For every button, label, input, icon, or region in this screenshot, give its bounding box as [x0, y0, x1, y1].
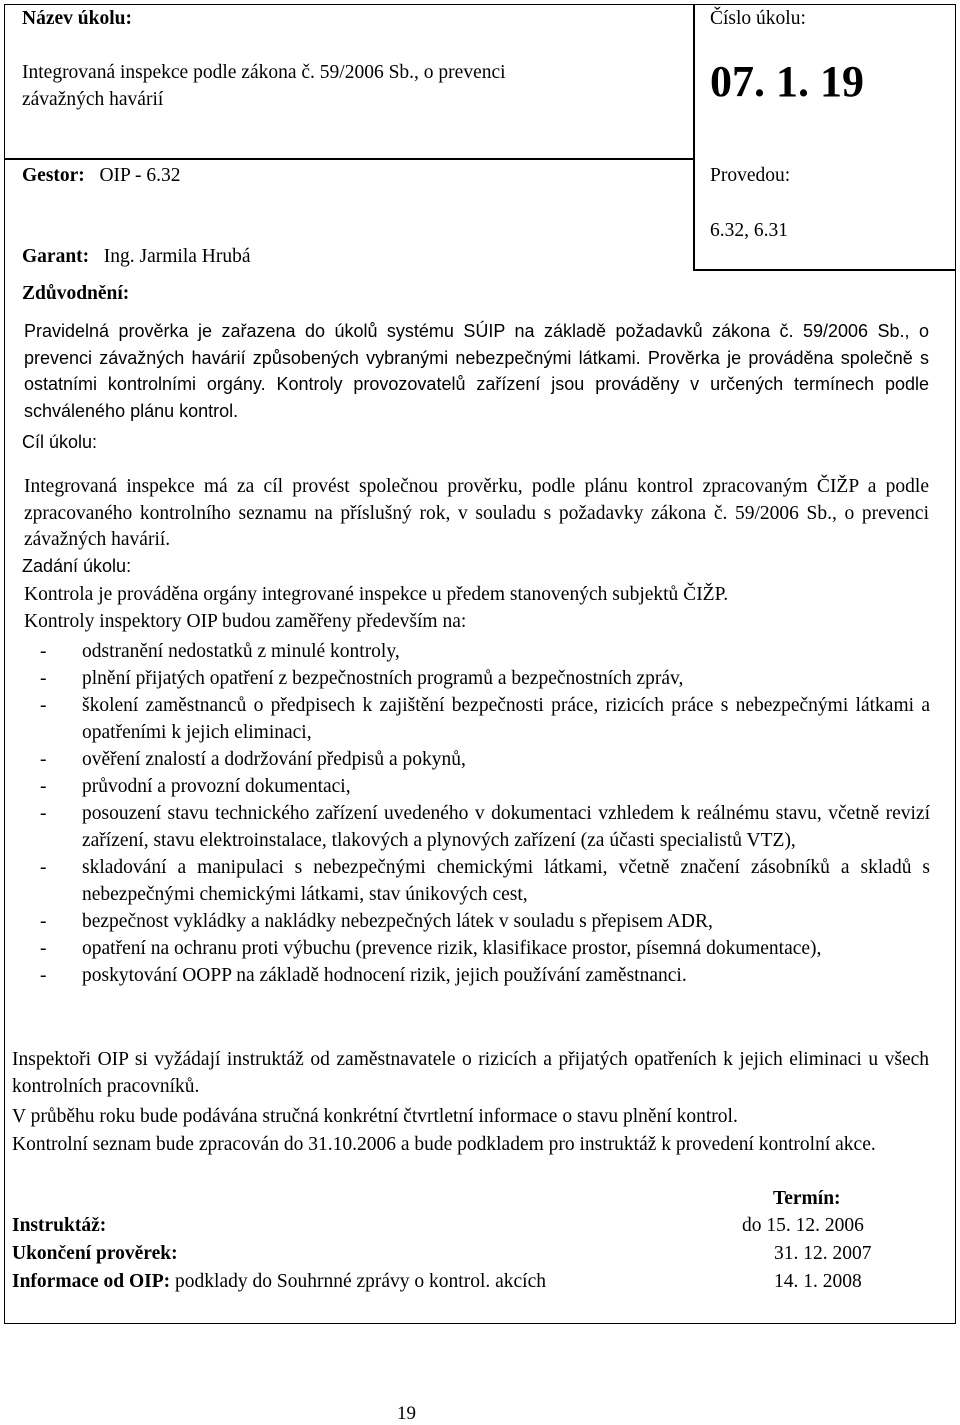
list-item-text: posouzení stavu technického zařízení uvedeného v dokumentaci vzhledem k reálnému stavu, včetně revizí zařízení, stavu elektroinstalace, tlakových a plynových zařízení (za účasti specialistů VTZ),	[82, 803, 930, 851]
zduvodneni-text: Pravidelná prověrka je zařazena do úkolů systému SÚIP na základě požadavků zákona č. 59/2006 Sb., o prevenci závažných havárií způsobených vybranými nebezpečnými látkami. Prověrka je prováděna společně s ostatními kontrolními orgány. Kontroly provozovatelů zařízení jsou prováděny v určených termínech podle schváleného plánu kontrol.	[24, 321, 929, 421]
list-dash: -	[40, 749, 47, 770]
list-dash: -	[40, 641, 47, 662]
closing-paragraph-3: Kontrolní seznam bude zpracován do 31.10.2006 a bude podkladem pro instruktáž k provedení kontrolní akce.	[12, 1134, 876, 1155]
ukonceni-date: 31. 12. 2007	[774, 1243, 872, 1264]
gestor-row	[22, 165, 181, 187]
list-item-text: průvodní a provozní dokumentaci,	[82, 776, 351, 797]
garant-label: Garant:	[22, 246, 90, 267]
informace-date: 14. 1. 2008	[774, 1271, 862, 1292]
garant-value: Ing. Jarmila Hrubá	[103, 246, 251, 267]
informace-row	[12, 1271, 546, 1293]
task-name-label: Název úkolu:	[22, 8, 132, 29]
closing-paragraph-2: V průběhu roku bude podávána stručná konkrétní čtvrtletní informace o stavu plnění kontrol.	[12, 1106, 738, 1127]
cil-heading: Cíl úkolu:	[22, 432, 98, 452]
list-item	[40, 638, 930, 665]
page-number: 19	[397, 1403, 416, 1424]
instruktaz-label: Instruktáž:	[12, 1215, 107, 1236]
informace-text: podklady do Souhrnné zprávy o kontrol. akcích	[175, 1271, 546, 1292]
closing-paragraph-1: Inspektoři OIP si vyžádají instruktáž od zaměstnavatele o rizicích a přijatých opatřeních k jejich eliminaci u všech kontrolních pracovníků.	[12, 1049, 929, 1097]
gestor-label: Gestor:	[22, 165, 85, 186]
header-vertical-divider	[693, 4, 695, 269]
zduvodneni-heading: Zdůvodnění:	[22, 283, 130, 304]
list-item	[40, 800, 930, 854]
list-item	[40, 773, 930, 800]
list-dash: -	[40, 803, 47, 824]
task-number: 07. 1. 19	[710, 57, 864, 106]
zadani-line1: Kontrola je prováděna orgány integrované inspekce u předem stanovených subjektů ČIŽP.	[24, 584, 729, 605]
list-item-text: opatření na ochranu proti výbuchu (prevence rizik, klasifikace prostor, písemná dokumentace),	[82, 938, 822, 959]
list-item	[40, 692, 930, 746]
list-dash: -	[40, 668, 47, 689]
list-item-text: bezpečnost vykládky a nakládky nebezpečných látek v souladu s přepisem ADR,	[82, 911, 713, 932]
list-item	[40, 665, 930, 692]
gestor-value: OIP - 6.32	[99, 165, 181, 186]
list-dash: -	[40, 695, 47, 716]
task-number-label: Číslo úkolu:	[710, 8, 806, 29]
provedou-value: 6.32, 6.31	[710, 220, 788, 241]
list-dash: -	[40, 776, 47, 797]
list-item-text: poskytování OOPP na základě hodnocení rizik, jejich používání zaměstnanci.	[82, 965, 687, 986]
list-item-text: ověření znalostí a dodržování předpisů a pokynů,	[82, 749, 466, 770]
list-item-text: odstranění nedostatků z minulé kontroly,	[82, 641, 400, 662]
list-item	[40, 746, 930, 773]
zadani-heading: Zadání úkolu:	[22, 556, 132, 576]
list-dash: -	[40, 965, 47, 986]
list-item-text: skladování a manipulaci s nebezpečnými chemickými látkami, včetně značení zásobníků a skladů s nebezpečnými chemickými látkami, stav únikových cest,	[82, 857, 930, 905]
list-item-text: školení zaměstnanců o předpisech k zajištění bezpečnosti práce, rizicích práce s nebezpečnými látkami a opatřeními k jejich eliminaci,	[82, 695, 930, 743]
list-dash: -	[40, 938, 47, 959]
list-item	[40, 962, 930, 989]
cil-text: Integrovaná inspekce má za cíl provést společnou prověrku, podle plánu kontrol zpracovaným ČIŽP a podle zpracovaného kontrolního seznamu na příslušný rok, v souladu s požadavky zákona č. 59/2006 Sb., o prevenci závažných havárií.	[24, 476, 929, 550]
garant-row	[22, 246, 251, 268]
ukonceni-label: Ukončení prověrek:	[12, 1243, 178, 1264]
list-item	[40, 908, 930, 935]
list-dash: -	[40, 911, 47, 932]
task-name-line1: Integrovaná inspekce podle zákona č. 59/2006 Sb., o prevenci	[22, 62, 506, 83]
termin-label: Termín:	[773, 1188, 841, 1209]
inspection-focus-list	[40, 638, 930, 989]
provedou-label: Provedou:	[710, 165, 791, 186]
task-name-line2: závažných havárií	[22, 89, 164, 110]
list-item	[40, 935, 930, 962]
instruktaz-date: do 15. 12. 2006	[742, 1215, 864, 1236]
list-dash: -	[40, 857, 47, 878]
list-item-text: plnění přijatých opatření z bezpečnostních programů a bezpečnostních zpráv,	[82, 668, 684, 689]
header-horizontal-divider-right	[693, 269, 956, 271]
list-item	[40, 854, 930, 908]
header-horizontal-divider-left	[4, 158, 694, 160]
zadani-line2: Kontroly inspektory OIP budou zaměřeny především na:	[24, 611, 467, 632]
informace-label: Informace od OIP:	[12, 1271, 171, 1292]
